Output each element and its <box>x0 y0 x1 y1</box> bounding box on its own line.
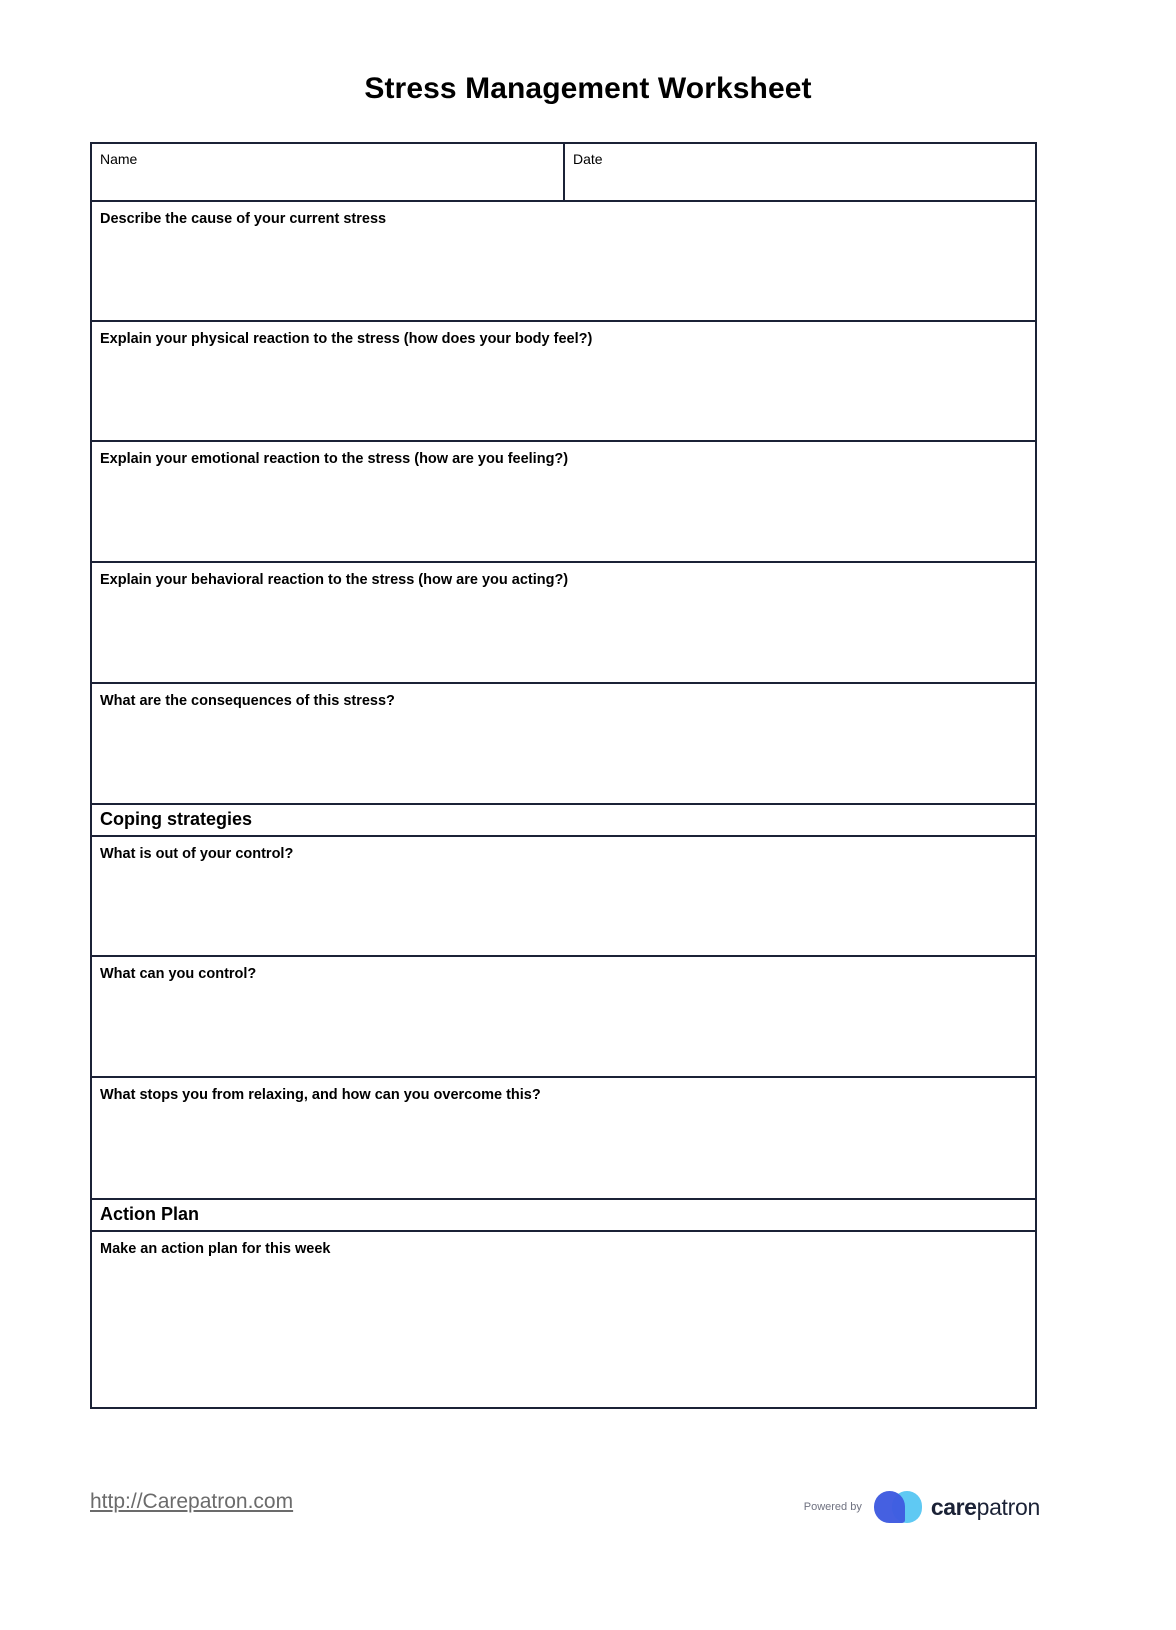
name-label: Name <box>100 151 138 167</box>
question-label-behavioral: Explain your behavioral reaction to the stress (how are you acting?) <box>100 572 569 588</box>
section-title-action-plan: Action Plan <box>100 1204 200 1224</box>
section-title-coping: Coping strategies <box>100 809 253 829</box>
answer-area-consequences[interactable] <box>92 684 1035 803</box>
answer-area-emotional[interactable] <box>92 442 1035 561</box>
question-row-out-of-control <box>92 837 1035 957</box>
question-label-emotional: Explain your emotional reaction to the stress (how are you feeling?) <box>100 451 569 467</box>
answer-area-physical[interactable] <box>92 322 1035 440</box>
logo-blob-dark-icon <box>874 1491 905 1523</box>
section-header-coping-strategies <box>92 805 1035 837</box>
question-row-can-control <box>92 957 1035 1078</box>
question-row-action-plan <box>92 1232 1035 1407</box>
identity-row <box>92 144 1035 202</box>
wordmark-patron: patron <box>976 1493 1040 1520</box>
question-row-physical <box>92 322 1035 442</box>
section-header-cell-coping <box>92 805 1035 835</box>
question-row-consequences <box>92 684 1035 805</box>
answer-area-can-control[interactable] <box>92 957 1035 1076</box>
page-title: Stress Management Worksheet <box>364 72 812 105</box>
question-label-action-plan: Make an action plan for this week <box>100 1241 331 1257</box>
answer-area-behavioral[interactable] <box>92 563 1035 682</box>
section-header-action-plan <box>92 1200 1035 1232</box>
question-label-consequences: What are the consequences of this stress? <box>100 693 395 709</box>
date-label: Date <box>573 151 603 167</box>
question-label-out-of-control: What is out of your control? <box>100 846 294 862</box>
answer-area-out-of-control[interactable] <box>92 837 1035 955</box>
carepatron-logo-icon <box>872 1490 924 1524</box>
wordmark-care: care <box>930 1493 977 1520</box>
section-header-cell-action-plan <box>92 1200 1035 1230</box>
carepatron-url-link[interactable]: http://Carepatron.com <box>90 1490 294 1513</box>
question-label-cause: Describe the cause of your current stress <box>100 211 387 227</box>
question-row-emotional <box>92 442 1035 563</box>
name-field[interactable] <box>92 144 565 200</box>
answer-area-stops-relaxing[interactable] <box>92 1078 1035 1198</box>
powered-by-label: Powered by <box>803 1500 862 1513</box>
carepatron-branding <box>804 1484 1040 1530</box>
answer-area-action-plan[interactable] <box>92 1232 1035 1407</box>
question-row-behavioral <box>92 563 1035 684</box>
worksheet-table <box>90 142 1037 1409</box>
question-label-physical: Explain your physical reaction to the stress (how does your body feel?) <box>100 331 593 347</box>
question-row-stops-relaxing <box>92 1078 1035 1200</box>
carepatron-wordmark <box>930 1493 1040 1520</box>
date-field[interactable] <box>565 144 1035 200</box>
answer-area-cause[interactable] <box>92 202 1035 320</box>
page-footer <box>90 1484 1040 1534</box>
question-label-stops-relaxing: What stops you from relaxing, and how can you overcome this? <box>100 1087 541 1103</box>
question-row-cause <box>92 202 1035 322</box>
question-label-can-control: What can you control? <box>100 966 257 982</box>
